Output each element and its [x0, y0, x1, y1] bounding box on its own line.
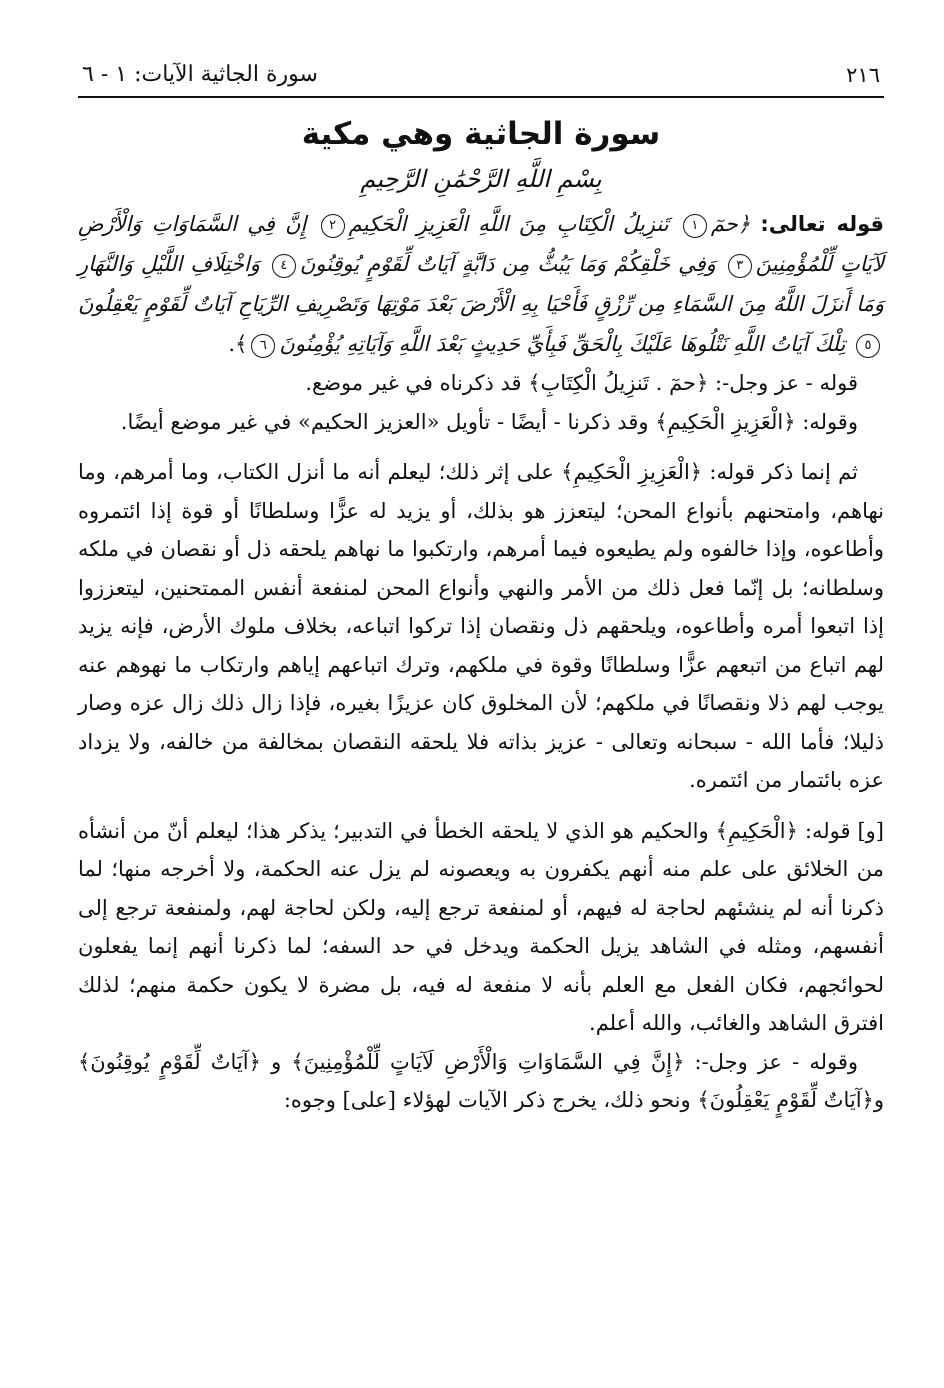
quran-verses-block: [78, 204, 884, 364]
commentary-paragraph: وقوله: ﴿الْعَزِيزِ الْحَكِيمِ﴾ وقد ذكرنا - أيضًا - تأويل «العزيز الحكيم» في غير موضع أيضًا.: [120, 409, 858, 434]
verse-number-marker: ٤: [272, 254, 296, 278]
verse-number-marker: ١: [683, 214, 707, 238]
verse-text: إِنَّ فِي السَّمَاوَاتِ وَالْأَرْضِ لَآيَاتٍ لِّلْمُؤْمِنِينَ: [78, 212, 884, 276]
verse-number-marker: ٢: [321, 214, 345, 238]
running-header: [78, 60, 884, 98]
commentary-paragraph: [و] قوله: ﴿الْحَكِيمِ﴾ والحكيم هو الذي لا يلحقه الخطأ في التدبير؛ يذكر هذا؛ ليعلم أنّ من أنشأه من الخلائق على علم منه أنهم يكفرون به ويعصونه لم يزل عنه الحكمة، ولا أخرجه منها؛ لما ذكرنا أنه لم ينشئهم لحاجة له فيهم، أو لمنفعة ترجع إليه، ولكن لحاجة لهم، ولمنفعة ترجع إلى أنفسهم، ومثله في الشاهد يزيل الحكمة ويدخل في حد السفه؛ لما ذكرنا أنهم إنما يفعلون لحوائجهم، فكان الفعل مع العلم بأنه لا منفعة له فيه، بل مضرة لا يكون حكمة منهم؛ لذلك افترق الشاهد والغائب، والله أعلم.: [78, 818, 884, 1035]
basmala: بِسْمِ اللَّهِ الرَّحْمَٰنِ الرَّحِيمِ: [360, 165, 602, 193]
verse-text: وَاخْتِلَافِ اللَّيْلِ وَالنَّهَارِ وَمَا أَنزَلَ اللَّهُ مِنَ السَّمَاءِ مِن رِّزْقٍ فَأَحْيَا بِهِ الْأَرْضَ بَعْدَ مَوْتِهَا وَتَصْرِيفِ الرِّيَاحِ آيَاتٌ لِّقَوْمٍ يَعْقِلُونَ: [78, 252, 884, 316]
verse-number-marker: ٣: [728, 254, 752, 278]
surah-title: سورة الجاثية وهي مكية: [301, 116, 661, 152]
commentary-paragraph: ثم إنما ذكر قوله: ﴿الْعَزِيزِ الْحَكِيمِ﴾ على إثر ذلك؛ ليعلم أنه ما أنزل الكتاب، وما أمرهم، وما نهاهم، وامتحنهم بأنواع المحن؛ ليتعزز هو بذلك، أو يزيد له عزًّا وسلطانًا أو قوة إذا ائتمروه وأطاعوه، وإذا خالفوه ولم يطيعوه فيما أمرهم، وارتكبوا ما نهاهم يلحقه ذل أو نقصان في ملكه وسلطانه؛ بل إنّما فعل ذلك من الأمر والنهي وأنواع المحن لمنفعة أنفس الممتحنين، ليتعززوا إذا اتبعوا أمره وأطاعوه، ويلحقهم ذل ونقصان إذا تركوا اتباعه، بخلاف ملوك الأرض، فإنه يزيد لهم اتباع من اتبعهم عزًّا وسلطانًا وقوة في ملكهم، وترك اتباعهم إياهم وارتكاب ما نهوهم عنه يوجب لهم ذلا ونقصانًا في ملكهم؛ لأن المخلوق كان عزيزًا بغيره، فإذا زال ذلك زال عزه وصار ذليلا؛ فأما الله - سبحانه وتعالى - عزيز بذاته فلا يلحقه النقصان بمخالفة من خالفه، ولا يزداد عزه بائتمار من ائتمره.: [78, 460, 884, 792]
verse-text: تَنزِيلُ الْكِتَابِ مِنَ اللَّهِ الْعَزِيزِ الْحَكِيمِ: [348, 212, 669, 236]
verse-text: ﴿حمٓ: [710, 212, 751, 236]
commentary-paragraph: وقوله - عز وجل-: ﴿إِنَّ فِي السَّمَاوَاتِ وَالْأَرْضِ لَآيَاتٍ لِّلْمُؤْمِنِينَ﴾ و ﴿آيَاتٌ لِّقَوْمٍ يُوقِنُونَ﴾ و﴿آيَاتٌ لِّقَوْمٍ يَعْقِلُونَ﴾ ونحو ذلك، يخرج ذكر الآيات لهؤلاء [على] وجوه:: [78, 1049, 884, 1112]
verse-number-marker: ٦: [251, 334, 275, 358]
verse-number-marker: ٥: [856, 334, 880, 358]
verse-text: وَفِي خَلْقِكُمْ وَمَا يَبُثُّ مِن دَابَّةٍ آيَاتٌ لِّقَوْمٍ يُوقِنُونَ: [299, 252, 716, 276]
verse-close: ﴾.: [228, 332, 248, 356]
verse-text: تِلْكَ آيَاتُ اللَّهِ نَتْلُوهَا عَلَيْكَ بِالْحَقِّ فَبِأَيِّ حَدِيثٍ بَعْدَ اللَّهِ وَآيَاتِهِ يُؤْمِنُونَ: [279, 332, 846, 356]
running-title: سورة الجاثية الآيات: ١ - ٦: [82, 62, 318, 87]
page-number: ٢١٦: [846, 63, 880, 87]
commentary-paragraph: قوله - عز وجل-: ﴿حمٓ . تَنزِيلُ الْكِتَابِ﴾ قد ذكرناه في غير موضع.: [305, 371, 858, 395]
quran-lead: قوله تعالى:: [760, 212, 884, 236]
